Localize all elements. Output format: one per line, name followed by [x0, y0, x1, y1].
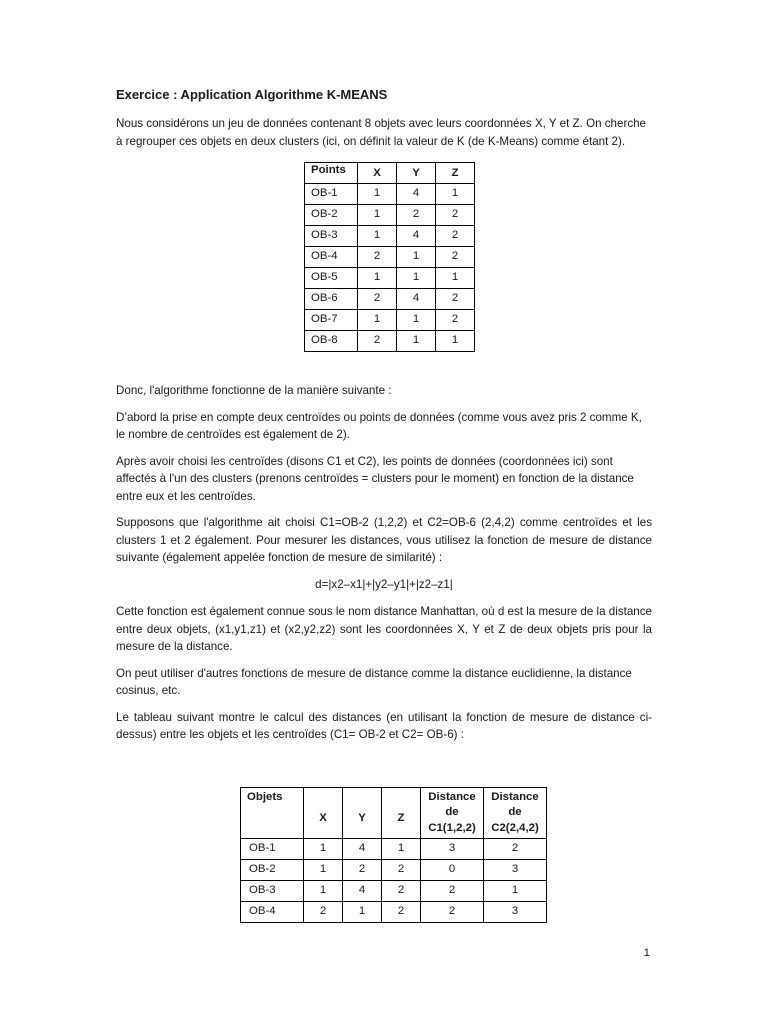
cell: 1 [436, 331, 475, 352]
cell: 2 [358, 331, 397, 352]
header-line: Distance [491, 790, 539, 803]
cell: 1 [358, 205, 397, 226]
cell: 1 [304, 881, 343, 902]
cell: OB-7 [305, 310, 358, 331]
table-header-row [305, 163, 475, 184]
spacer [116, 352, 652, 382]
cell: 1 [358, 184, 397, 205]
header-z: Z [382, 787, 421, 839]
cell: 2 [358, 247, 397, 268]
cell: 1 [358, 268, 397, 289]
cell: OB-6 [305, 289, 358, 310]
cell: 1 [397, 268, 436, 289]
cell: 2 [382, 860, 421, 881]
paragraph-suppose: Supposons que l'algorithme ait choisi C1=OB-2 (1,2,2) et C2=OB-6 (2,4,2) comme centroïdes et les clusters 1 et 2 également. Pour mesurer les distances, vous utilisez la fonction de mesure de distance suivante (également appelée fonction de mesure de similarité) : [116, 516, 652, 564]
table-row [305, 331, 475, 352]
cell: 2 [397, 205, 436, 226]
cell: OB-4 [305, 247, 358, 268]
header-line: C1(1,2,2) [428, 821, 476, 834]
cell: 3 [484, 860, 547, 881]
cell: 1 [343, 902, 382, 923]
table-row [241, 881, 547, 902]
header-x: X [304, 787, 343, 839]
paragraph-centroids: D’abord la prise en compte deux centroïdes ou points de données (comme vous avez pris 2 comme K, le nombre de centroïdes est également de 2). [116, 410, 642, 441]
header-y: Y [397, 163, 436, 184]
cell: OB-1 [241, 839, 304, 860]
cell: 1 [484, 881, 547, 902]
header-points: Points [305, 163, 358, 184]
table-row [241, 839, 547, 860]
page-content [116, 86, 652, 923]
cell: 4 [397, 289, 436, 310]
cell: 1 [397, 310, 436, 331]
paragraph-algorithm: Donc, l'algorithme fonctionne de la manière suivante : [116, 384, 392, 397]
header-distance-c1 [421, 787, 484, 839]
table-row [305, 289, 475, 310]
points-table [304, 162, 475, 352]
header-line: Distance [428, 790, 476, 803]
cell: 4 [343, 839, 382, 860]
header-y: Y [343, 787, 382, 839]
intro-paragraph: Nous considérons un jeu de données contenant 8 objets avec leurs coordonnées X, Y et Z. On cherche à regrouper ces objets en deux clusters (ici, on définit la valeur de K (de K-Means) comme étant 2). [116, 117, 647, 148]
page-number: 1 [643, 947, 650, 959]
paragraph-manhattan: Cette fonction est également connue sous le nom distance Manhattan, où d est la mesure de la distance entre deux objets, (x1,y1,z1) et (x2,y2,z2) sont les coordonnées X, Y et Z de deux objets pris pour la mesure de la distance. [116, 605, 652, 653]
cell: OB-8 [305, 331, 358, 352]
cell: 4 [397, 184, 436, 205]
header-x: X [358, 163, 397, 184]
table-row [241, 860, 547, 881]
header-z: Z [436, 163, 475, 184]
paragraph-table-intro: Le tableau suivant montre le calcul des distances (en utilisant la fonction de mesure de distance ci-dessus) entre les objets et les centroïdes (C1= OB-2 et C2= OB-6) : [116, 710, 652, 741]
table-row [305, 184, 475, 205]
paragraph-other-distances: On peut utiliser d'autres fonctions de mesure de distance comme la distance euclidienne, la distance cosinus, etc. [116, 666, 632, 697]
cell: 2 [421, 902, 484, 923]
header-line: C2(2,4,2) [491, 821, 539, 834]
cell: 2 [343, 860, 382, 881]
cell: 1 [397, 247, 436, 268]
cell: 2 [382, 881, 421, 902]
table-row [241, 902, 547, 923]
cell: 2 [436, 205, 475, 226]
cell: 2 [382, 902, 421, 923]
cell: 3 [484, 902, 547, 923]
table-row [305, 268, 475, 289]
cell: 3 [421, 839, 484, 860]
exercise-title: Exercice : Application Algorithme K-MEANS [116, 87, 388, 102]
table-header-row [241, 787, 547, 839]
header-line: de [445, 806, 459, 818]
cell: 1 [436, 184, 475, 205]
cell: 2 [436, 226, 475, 247]
cell: OB-2 [305, 205, 358, 226]
header-objets: Objets [241, 787, 304, 839]
cell: OB-2 [241, 860, 304, 881]
cell: OB-1 [305, 184, 358, 205]
distances-table [240, 787, 547, 924]
cell: 1 [436, 268, 475, 289]
table-row [305, 205, 475, 226]
cell: 1 [304, 839, 343, 860]
table-row [305, 226, 475, 247]
cell: OB-4 [241, 902, 304, 923]
cell: OB-3 [241, 881, 304, 902]
table-row [305, 247, 475, 268]
cell: 1 [397, 331, 436, 352]
cell: 2 [436, 247, 475, 268]
cell: 2 [304, 902, 343, 923]
table-row [305, 310, 475, 331]
cell: 2 [436, 289, 475, 310]
cell: 1 [358, 310, 397, 331]
header-distance-c2 [484, 787, 547, 839]
cell: 2 [436, 310, 475, 331]
cell: OB-3 [305, 226, 358, 247]
cell: OB-5 [305, 268, 358, 289]
spacer [116, 753, 652, 787]
cell: 1 [382, 839, 421, 860]
manhattan-formula: d=|x2–x1|+|y2–y1|+|z2–z1| [315, 577, 453, 591]
cell: 2 [358, 289, 397, 310]
cell: 1 [304, 860, 343, 881]
cell: 0 [421, 860, 484, 881]
cell: 4 [343, 881, 382, 902]
cell: 2 [484, 839, 547, 860]
paragraph-assignment: Après avoir choisi les centroïdes (disons C1 et C2), les points de données (coordonnées ici) sont affectés à l'un des clusters (prenons centroïdes = clusters pour le moment) en fonction de la distance entre eux et les centroïdes. [116, 454, 634, 503]
cell: 4 [397, 226, 436, 247]
cell: 2 [421, 881, 484, 902]
header-line: de [508, 806, 522, 818]
cell: 1 [358, 226, 397, 247]
